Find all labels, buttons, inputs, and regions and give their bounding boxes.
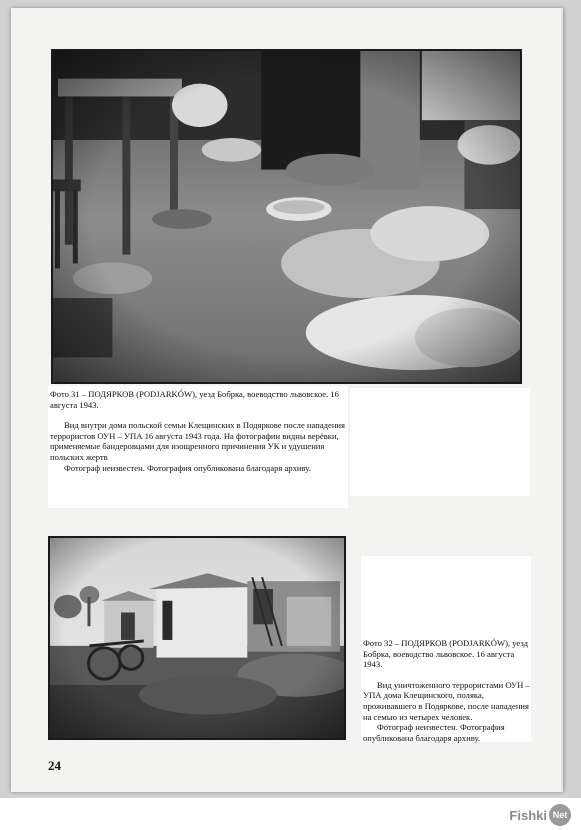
photo-32-caption-body: Вид уничтоженного террористами ОУН – УПА дома Клещинского, поляка, проживавшего в Подяркове, после нападения на семью из четырех человек. (363, 679, 530, 722)
photo-31-caption (48, 386, 348, 508)
photo-31-caption-title: Фото 31 – ПОДЯРКОВ (PODJARKÓW), уезд Бобрка, воеводство львовское. 16 августа 1943. (50, 389, 339, 410)
blank-panel (350, 388, 530, 496)
footer-bar (0, 798, 581, 830)
photo-32-caption (361, 636, 531, 742)
photo-31-interior (51, 49, 522, 384)
photo-31-caption-body: Вид внутри дома польской семьи Клещинских в Подяркове после нападения террористов ОУН – УПА 16 августа 1943 года. На фотографии видны верёвки, применяемые бандеровцами для изощренного причинения УК и удушения польских жертв (50, 420, 345, 462)
watermark-badge: Net (549, 804, 571, 826)
photo-32-image (50, 538, 344, 738)
photo-31-caption-credit: Фотограф неизвестен. Фотография опубликована благодаря архиву. (64, 462, 311, 473)
photo-32-caption-credit: Фотограф неизвестен. Фотография опубликована благодаря архиву. (363, 722, 505, 743)
watermark-logo[interactable] (509, 804, 571, 826)
photo-31-image (53, 51, 520, 382)
blank-panel (361, 556, 531, 638)
photo-32-destroyed-house (48, 536, 346, 740)
page-number: 24 (48, 758, 61, 773)
photo-32-caption-title: Фото 32 – ПОДЯРКОВ (PODJARKÓW), уезд Бобрка, воеводство львовское. 16 августа 1943. (363, 638, 528, 670)
watermark-brand: Fishki (509, 807, 547, 823)
